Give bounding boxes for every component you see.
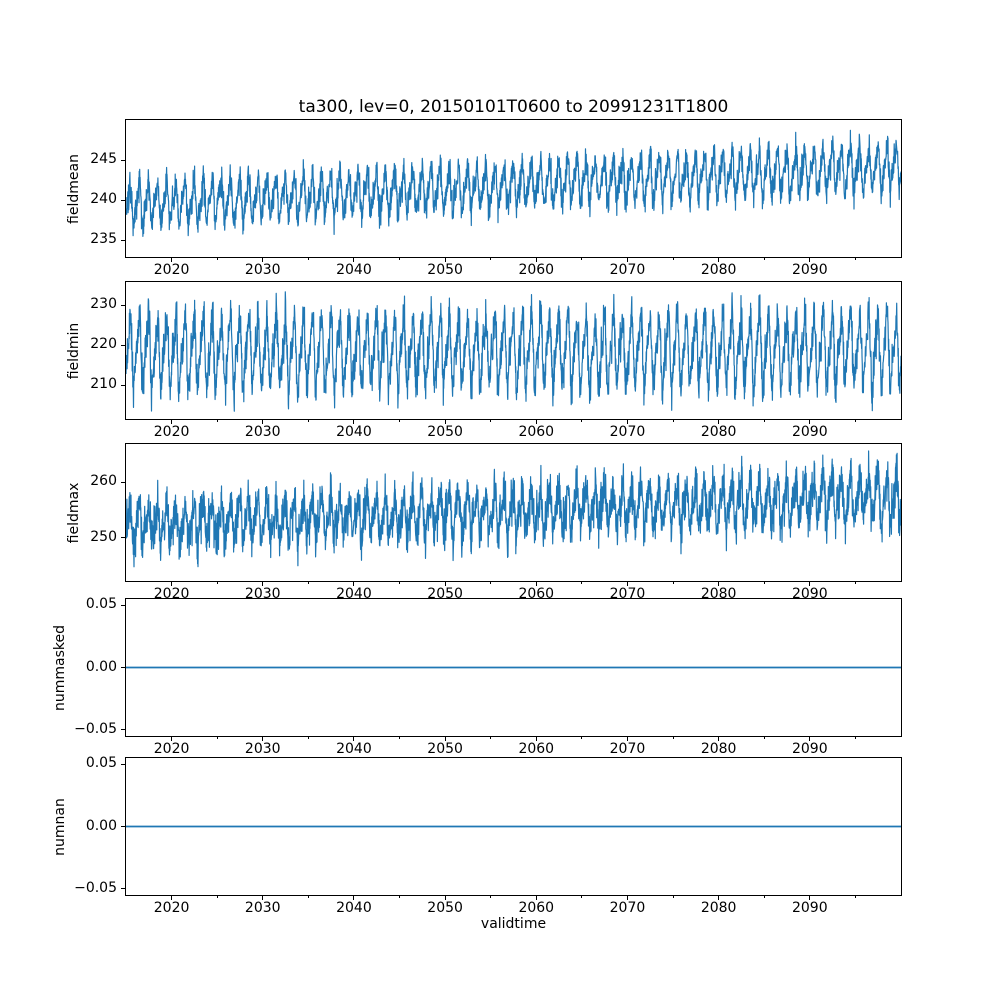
x-tick-minor (399, 582, 400, 584)
x-tick-label: 2030 (244, 262, 281, 278)
x-tick-minor (673, 258, 674, 260)
x-tick-minor (581, 896, 582, 898)
x-tick-minor (764, 258, 765, 260)
x-tick-label: 2080 (700, 424, 737, 440)
x-tick-minor (490, 420, 491, 422)
x-tick-label: 2050 (427, 586, 463, 602)
y-tick (121, 240, 125, 241)
plot-canvas-fieldmean (126, 120, 901, 257)
plot-canvas-numnan (126, 758, 901, 895)
x-tick-minor (764, 896, 765, 898)
x-tick-label: 2070 (609, 262, 646, 278)
x-tick-minor (581, 420, 582, 422)
x-tick-label: 2080 (700, 586, 737, 602)
y-tick-label: 0.00 (85, 658, 117, 675)
y-tick (121, 826, 125, 827)
x-tick-minor (308, 737, 309, 739)
y-tick-label: 0.00 (85, 817, 117, 834)
x-tick-minor (308, 896, 309, 898)
x-tick-minor (399, 420, 400, 422)
y-axis-label-fieldmax: fieldmax (66, 482, 82, 543)
x-tick-minor (764, 737, 765, 739)
x-tick-minor (217, 258, 218, 260)
x-tick-minor (855, 420, 856, 422)
y-tick (121, 160, 125, 161)
x-tick-minor (855, 258, 856, 260)
x-tick-label: 2030 (244, 741, 281, 757)
y-axis-label-numnan: numnan (52, 797, 68, 856)
y-tick-label: −0.05 (74, 879, 117, 896)
x-tick-minor (581, 258, 582, 260)
x-tick-label: 2030 (244, 900, 281, 916)
x-tick-minor (217, 896, 218, 898)
y-tick-label: 210 (90, 376, 117, 393)
x-tick-minor (399, 258, 400, 260)
series-line-fieldmean (126, 130, 901, 236)
y-tick (121, 605, 125, 606)
x-tick-label: 2050 (427, 900, 463, 916)
y-tick-label: 230 (90, 296, 117, 313)
x-tick-label: 2020 (153, 900, 190, 916)
x-tick-label: 2060 (518, 262, 555, 278)
x-tick-minor (673, 896, 674, 898)
x-tick-minor (490, 582, 491, 584)
x-tick-label: 2060 (518, 741, 555, 757)
y-tick (121, 537, 125, 538)
y-tick-label: 235 (90, 231, 117, 248)
x-tick-label: 2070 (609, 900, 646, 916)
x-tick-label: 2090 (791, 262, 828, 278)
y-tick (121, 667, 125, 668)
x-tick-label: 2020 (153, 586, 190, 602)
y-axis-label-nummasked: nummasked (52, 624, 68, 711)
x-tick-minor (764, 420, 765, 422)
x-tick-minor (855, 896, 856, 898)
y-tick-label: 260 (90, 473, 117, 490)
x-tick-label: 2020 (153, 741, 190, 757)
x-tick-minor (217, 582, 218, 584)
y-tick (121, 200, 125, 201)
x-tick-minor (673, 582, 674, 584)
x-axis-label: validtime (480, 916, 547, 932)
x-tick-label: 2080 (700, 741, 737, 757)
x-tick-label: 2080 (700, 262, 737, 278)
x-tick-minor (490, 737, 491, 739)
x-tick-minor (217, 737, 218, 739)
x-tick-label: 2040 (336, 586, 372, 602)
x-tick-minor (217, 420, 218, 422)
y-tick (121, 888, 125, 889)
x-tick-minor (581, 582, 582, 584)
x-tick-minor (399, 737, 400, 739)
x-tick-minor (490, 258, 491, 260)
x-tick-label: 2040 (336, 900, 372, 916)
x-tick-minor (308, 582, 309, 584)
x-tick-minor (308, 258, 309, 260)
y-tick (121, 345, 125, 346)
y-tick-label: 245 (90, 151, 117, 168)
x-tick-label: 2080 (700, 900, 737, 916)
x-tick-label: 2060 (518, 424, 555, 440)
x-tick-label: 2030 (244, 586, 281, 602)
x-tick-minor (855, 737, 856, 739)
x-tick-label: 2090 (791, 741, 828, 757)
y-tick-label: 250 (90, 528, 117, 545)
x-tick-label: 2040 (336, 424, 372, 440)
x-tick-minor (855, 582, 856, 584)
y-tick (121, 729, 125, 730)
y-tick-label: 0.05 (85, 596, 117, 613)
y-axis-label-fieldmin: fieldmin (66, 322, 82, 379)
x-tick-label: 2020 (153, 424, 190, 440)
y-tick (121, 385, 125, 386)
x-tick-label: 2090 (791, 424, 828, 440)
y-tick (121, 482, 125, 483)
x-tick-minor (399, 896, 400, 898)
x-tick-label: 2040 (336, 741, 372, 757)
x-tick-label: 2060 (518, 586, 555, 602)
x-tick-minor (673, 737, 674, 739)
series-line-fieldmax (126, 451, 901, 567)
x-tick-label: 2050 (427, 741, 463, 757)
x-tick-label: 2070 (609, 586, 646, 602)
x-tick-minor (490, 896, 491, 898)
x-tick-label: 2070 (609, 424, 646, 440)
x-tick-label: 2060 (518, 900, 555, 916)
y-tick-label: 220 (90, 336, 117, 353)
x-tick-minor (764, 582, 765, 584)
x-tick-label: 2050 (427, 424, 463, 440)
plot-canvas-fieldmin (126, 282, 901, 419)
chart-title: ta300, lev=0, 20150101T0600 to 20991231T1800 (298, 97, 729, 117)
y-tick (121, 305, 125, 306)
x-tick-label: 2050 (427, 262, 463, 278)
x-tick-label: 2070 (609, 741, 646, 757)
plot-canvas-nummasked (126, 599, 901, 736)
x-tick-minor (673, 420, 674, 422)
y-tick-label: 240 (90, 191, 117, 208)
x-tick-label: 2040 (336, 262, 372, 278)
y-axis-label-fieldmean: fieldmean (66, 153, 82, 224)
x-tick-label: 2020 (153, 262, 190, 278)
series-line-fieldmin (126, 292, 901, 411)
y-tick-label: −0.05 (74, 720, 117, 737)
x-tick-label: 2090 (791, 586, 828, 602)
x-tick-minor (308, 420, 309, 422)
x-tick-label: 2030 (244, 424, 281, 440)
x-tick-minor (581, 737, 582, 739)
plot-canvas-fieldmax (126, 444, 901, 581)
x-tick-label: 2090 (791, 900, 828, 916)
y-tick (121, 764, 125, 765)
y-tick-label: 0.05 (85, 755, 117, 772)
